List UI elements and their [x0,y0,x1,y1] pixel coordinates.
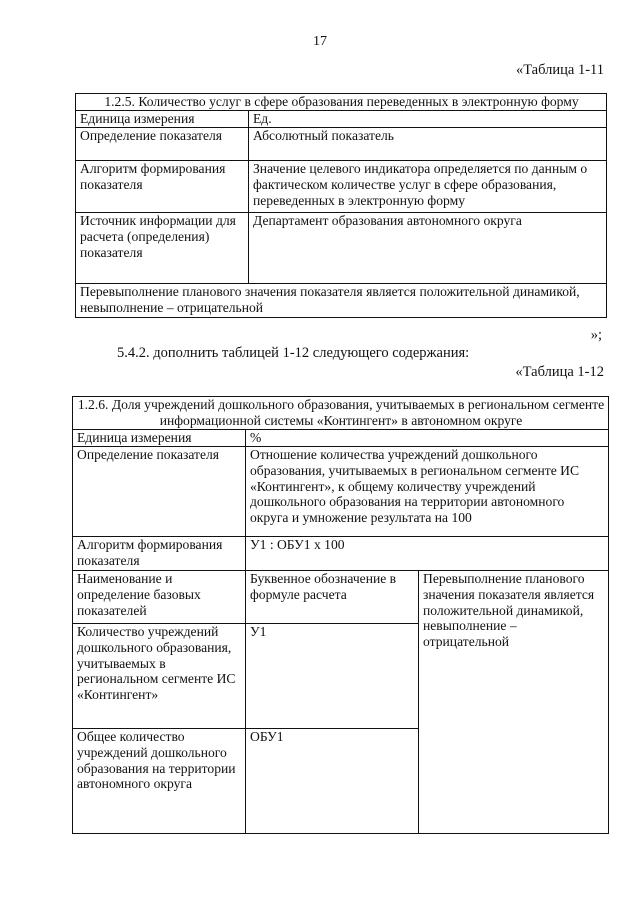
table-1-12-header: 1.2.6. Доля учреждений дошкольного образования, учитываемых в региональном сегменте информационной системы «Контингент» в автономном округе [73,397,609,430]
definition-value: Отношение количества учреждений дошкольного образования, учитываемых в региональном сегменте ИС «Контингент», к общему количеству учреждений дошкольного образования на территории автономного округа и умножение результата на 100 [246,447,609,537]
table-row: Количество учреждений дошкольного образования, учитываемых в региональном сегменте ИС «Контингент» [73,624,246,729]
table-1-12-caption: «Таблица 1-12 [515,364,604,380]
unit-value: % [246,430,609,447]
closing-mark: »; [590,327,602,343]
table-1-12 [72,396,609,834]
table-row-value: Департамент образования автономного округа [249,213,607,284]
base-header-name: Наименование и определение базовых показателей [73,571,246,624]
algorithm-value: У1 : ОБУ1 х 100 [246,537,609,571]
table-1-11-footer: Перевыполнение планового значения показателя является положительной динамикой, невыполнение – отрицательной [76,284,607,318]
table-row-label: Алгоритм формирования показателя [76,161,249,213]
page-number: 17 [313,34,327,49]
base-header-symbol: Буквенное обозначение в формуле расчета [246,571,419,624]
table-row-value: Абсолютный показатель [249,128,607,161]
unit-label: Единица измерения [73,430,246,447]
dynamics-note: Перевыполнение планового значения показателя является положительной динамикой, невыполнение – отрицательной [419,571,609,834]
table-row-symbol: ОБУ1 [246,729,419,834]
instruction-text: 5.4.2. дополнить таблицей 1-12 следующего содержания: [117,345,470,361]
table-row-label: Определение показателя [76,128,249,161]
table-row-value: Ед. [249,111,607,128]
table-1-11-caption: «Таблица 1-11 [515,62,604,78]
algorithm-label: Алгоритм формирования показателя [73,537,246,571]
table-row: Общее количество учреждений дошкольного образования на территории автономного округа [73,729,246,834]
table-1-11-header: 1.2.5. Количество услуг в сфере образования переведенных в электронную форму [76,94,607,111]
table-1-11 [75,93,607,318]
table-row-label: Источник информации для расчета (определения) показателя [76,213,249,284]
table-row-label: Единица измерения [76,111,249,128]
table-row-symbol: У1 [246,624,419,729]
table-row-value: Значение целевого индикатора определяется по данным о фактическом количестве услуг в сфере образования, переведенных в электронную форму [249,161,607,213]
definition-label: Определение показателя [73,447,246,537]
